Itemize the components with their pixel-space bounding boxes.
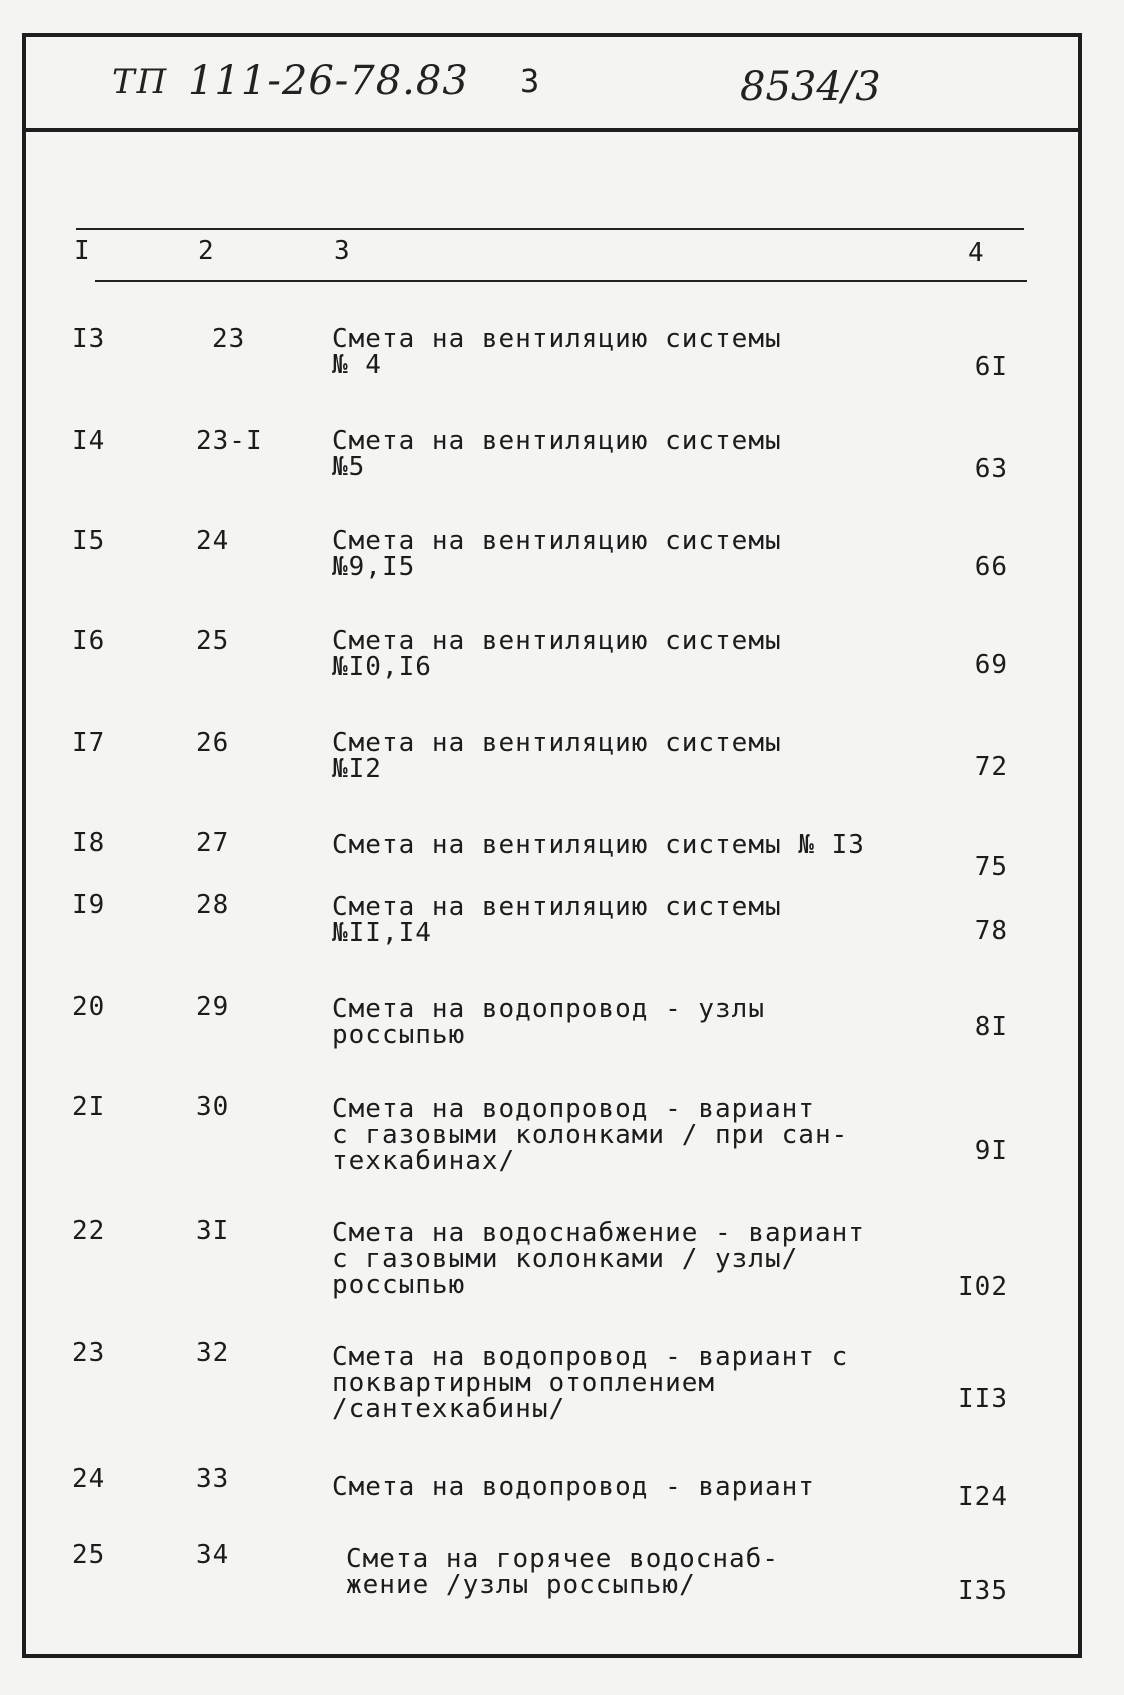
row-code: 25 [196,626,230,656]
header-divider [22,128,1082,132]
row-title: Смета на вентиляцию системы № 4 [332,324,782,380]
row-number: I4 [72,426,106,456]
row-title: Смета на водопровод - вариант с поквартирным отоплением /сантехкабины/ [332,1342,849,1424]
row-code: 33 [196,1464,230,1494]
row-title: Смета на вентиляцию системы №5 [332,426,782,482]
row-title: Смета на вентиляцию системы №I0,I6 [332,626,782,682]
row-number: 20 [72,992,106,1022]
table-top-rule [76,228,1024,230]
doc-code: 111-26-78.83 [188,58,469,104]
row-title: Смета на водопровод - вариант с газовыми колонками / при сан- техкабинах/ [332,1094,849,1176]
row-code: 34 [196,1540,230,1570]
row-code: 23 [212,324,246,354]
row-title: Смета на водоснабжение - вариант с газовыми колонками / узлы/ россыпью [332,1218,865,1300]
row-code: 29 [196,992,230,1022]
row-page: 75 [974,852,1008,882]
row-number: I6 [72,626,106,656]
row-page: 69 [974,650,1008,680]
row-title: Смета на вентиляцию системы №9,I5 [332,526,782,582]
row-number: I3 [72,324,106,354]
archive-number: 8534/3 [740,64,881,110]
row-title: Смета на горячее водоснаб- жение /узлы россыпью/ [346,1544,779,1600]
row-page: I02 [958,1272,1008,1302]
sheet-number: 3 [520,62,540,100]
row-code: 3I [196,1216,230,1246]
row-page: 9I [974,1136,1008,1166]
row-page: II3 [958,1384,1008,1414]
row-page: 78 [974,916,1008,946]
row-code: 23-I [196,426,263,456]
column-header-1: I [74,236,91,266]
row-number: I9 [72,890,106,920]
row-number: I5 [72,526,106,556]
row-page: 8I [974,1012,1008,1042]
column-header-2: 2 [198,236,215,266]
row-code: 32 [196,1338,230,1368]
row-number: 23 [72,1338,106,1368]
row-number: 22 [72,1216,106,1246]
column-header-4: 4 [968,238,985,268]
row-page: 6I [974,352,1008,382]
row-code: 27 [196,828,230,858]
row-title: Смета на вентиляцию системы № I3 [332,830,865,860]
row-page: I35 [958,1576,1008,1606]
column-header-3: 3 [334,236,351,266]
row-title: Смета на водопровод - вариант [332,1472,815,1502]
row-number: 25 [72,1540,106,1570]
row-title: Смета на вентиляцию системы №II,I4 [332,892,782,948]
row-page: 63 [974,454,1008,484]
doc-code-prefix: ТП [112,62,169,102]
row-title: Смета на вентиляцию системы №I2 [332,728,782,784]
row-title: Смета на водопровод - узлы россыпью [332,994,765,1050]
row-page: I24 [958,1482,1008,1512]
row-code: 26 [196,728,230,758]
table-header-rule [95,280,1027,282]
row-number: 2I [72,1092,106,1122]
row-code: 24 [196,526,230,556]
row-number: I7 [72,728,106,758]
row-code: 28 [196,890,230,920]
row-page: 66 [974,552,1008,582]
row-number: 24 [72,1464,106,1494]
row-code: 30 [196,1092,230,1122]
row-page: 72 [974,752,1008,782]
row-number: I8 [72,828,106,858]
